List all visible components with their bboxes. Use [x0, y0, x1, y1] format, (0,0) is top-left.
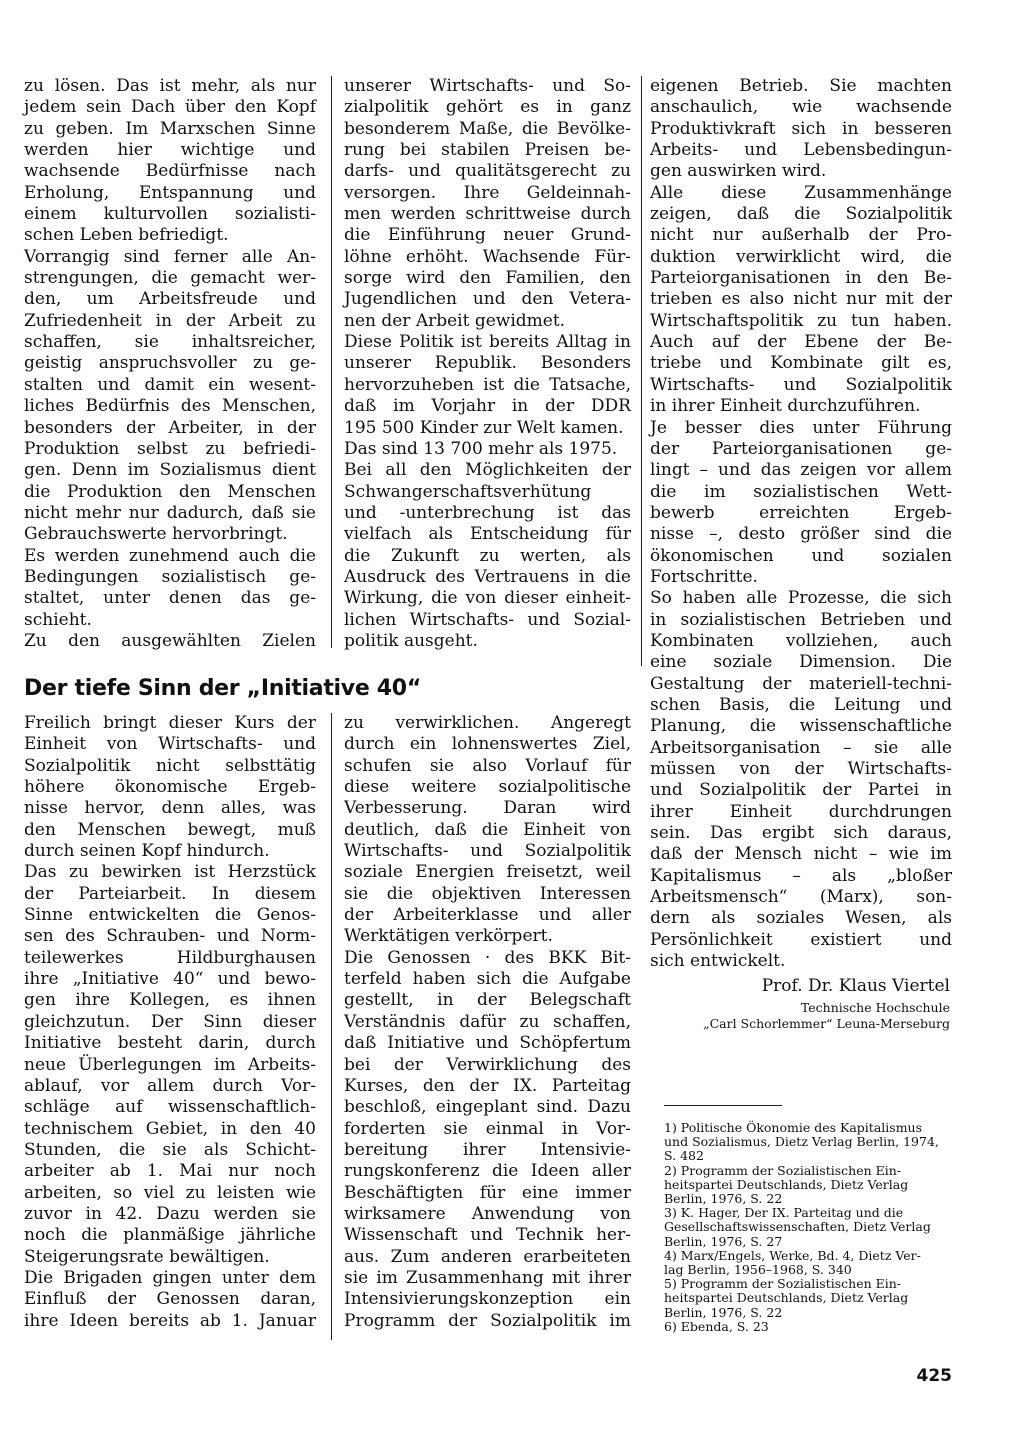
column-1-lower [24, 713, 316, 1332]
text-line: gleichzutun. Der Sinn dieser [24, 1011, 317, 1032]
text-line: gen. Denn im Sozialismus dient [24, 460, 316, 481]
column-divider-3 [331, 713, 332, 1340]
column-1-upper [24, 76, 316, 652]
column-3 [650, 76, 952, 972]
text-line: trieben es also nicht nur mit der [650, 289, 952, 310]
text-line: Kapitalismus – als „bloßer [650, 865, 952, 886]
text-line: Jugendlichen und den Vetera- [344, 289, 632, 310]
text-line: Intensivierungskonzeption ein [344, 1289, 631, 1310]
text-line: daß der Mensch nicht – wie im [650, 844, 952, 865]
text-line: besonderem Maße, die Bevölke- [344, 118, 631, 139]
text-line: nicht mehr nur dadurch, daß sie [24, 502, 316, 523]
text-line: den, um Arbeitsfreude und [24, 289, 316, 310]
text-line: bewerb erreichten Ergeb- [650, 502, 952, 523]
text-line: terfeld haben sich die Aufgabe [344, 969, 631, 990]
text-line: der Arbeiterklasse und aller [344, 905, 631, 926]
text-line: diese weitere sozialpolitische [344, 777, 631, 798]
text-line: men werden schrittweise durch [344, 204, 632, 225]
text-line: Arbeitsmensch“ (Marx), son- [650, 887, 952, 908]
text-line: Wirtschaftspolitik zu tun haben. [650, 310, 952, 331]
text-line: 6) Ebenda, S. 23 [664, 1318, 769, 1334]
text-line: einem kulturvollen sozialisti- [24, 204, 316, 225]
text-line: Das sind 13 700 mehr als 1975. [344, 438, 618, 459]
text-line: Zufriedenheit in der Arbeit zu [24, 310, 316, 331]
text-line: Programm der Sozialpolitik im [344, 1310, 631, 1331]
text-line: darfs- und qualitätsgerecht zu [344, 161, 631, 182]
text-line: schen Leben befriedigt. [24, 225, 229, 246]
text-line: nisse –, desto größer sind die [650, 524, 953, 545]
text-line: 5) Programm der Sozialistischen Ein- [664, 1276, 902, 1292]
text-line: neue Überlegungen im Arbeits- [24, 1054, 316, 1075]
text-line: Wirkung, die von dieser einheit- [344, 588, 632, 609]
text-line: Wirtschafts- und Sozialpolitik [650, 374, 952, 395]
text-line: schufen sie also Vorlauf für [344, 755, 631, 776]
text-line: Arbeits- und Lebensbedingun- [650, 140, 952, 161]
text-line: der Parteiorganisationen ge- [650, 438, 952, 459]
text-line: nicht nur außerhalb der Pro- [650, 225, 952, 246]
text-line: duktion verwirklicht wird, die [650, 246, 952, 267]
text-line: müssen von der Wirtschafts- [650, 759, 953, 779]
text-line: 4) Marx/Engels, Werke, Bd. 4, Dietz Ver- [664, 1247, 921, 1263]
text-line: ablauf, vor allem durch Vor- [24, 1075, 317, 1096]
text-line: Kurses, den der IX. Parteitag [344, 1075, 631, 1096]
text-line: Die Genossen · des BKK Bit- [344, 947, 631, 968]
text-line: Fortschritte. [650, 566, 758, 587]
text-line: Produktivkraft sich in besseren [650, 118, 952, 139]
text-line: Bedingungen sozialistisch ge- [24, 566, 316, 587]
section-headline: Der tiefe Sinn der „Initiative 40“ [24, 676, 421, 701]
text-line: gen auswirken wird. [650, 161, 827, 182]
text-line: nen der Arbeit gewidmet. [344, 310, 566, 331]
text-line: Sozialpolitik nicht selbsttätig [24, 755, 316, 776]
author-affiliation-line-2: „Carl Schorlemmer“ Leuna-Merseburg [703, 1016, 950, 1031]
text-line: Schwangerschaftsverhütung [344, 481, 592, 502]
text-line: Das zu bewirken ist Herzstück [24, 862, 316, 883]
text-line: lingt – und das zeigen vor allem [650, 460, 953, 481]
text-line: zuvor in 42. Dazu werden sie [24, 1203, 316, 1224]
text-line: Planung, die wissenschaftliche [650, 716, 952, 737]
text-line: Zu den ausgewählten Zielen [24, 630, 316, 651]
text-line: schieht. [24, 609, 92, 630]
text-line: Diese Politik ist bereits Alltag in [344, 332, 631, 353]
text-line: ihre „Initiative 40“ und bewo- [24, 969, 317, 990]
text-line: die Zukunft zu werten, als [344, 545, 631, 566]
text-line: Je besser dies unter Führung [650, 417, 952, 438]
text-line: Stunden, die sie als Schicht- [24, 1139, 316, 1160]
text-line: ihrer Einheit durchdrungen [650, 801, 952, 822]
text-line: löhne erhöht. Wachsende Für- [344, 246, 631, 267]
text-line: 195 500 Kinder zur Welt kamen. [344, 417, 624, 438]
text-line: gen ihre Kollegen, es ihnen [24, 990, 316, 1011]
text-line: jedem sein Dach über den Kopf [24, 97, 316, 118]
text-line: ökonomischen und sozialen [650, 545, 952, 566]
text-line: werden hier wichtige und [24, 140, 317, 161]
text-line: in sozialistischen Betrieben und [650, 609, 952, 630]
text-line: ihre Ideen bereits ab 1. Januar [24, 1310, 316, 1331]
text-line: die Einführung neuer Grund- [344, 225, 632, 246]
text-line: eine soziale Dimension. Die [650, 652, 953, 673]
text-line: vielfach als Entscheidung für [344, 524, 631, 545]
text-line: Auch auf der Ebene der Be- [650, 332, 952, 353]
text-line: Vorrangig sind ferner alle An- [24, 246, 316, 267]
text-line: soziale Energien freisetzt, weil [344, 862, 632, 883]
footnote-rule [664, 1105, 782, 1106]
text-line: Einfluß der Genossen daran, [24, 1289, 316, 1310]
text-line: Die Brigaden gingen unter dem [24, 1267, 317, 1288]
text-line: Einheit von Wirtschafts- und [24, 734, 317, 755]
text-line: zu geben. Im Marxschen Sinne [24, 118, 316, 139]
text-line: Initiative besteht darin, durch [24, 1033, 316, 1054]
author-name: Prof. Dr. Klaus Viertel [761, 976, 950, 996]
text-line: 1) Politische Ökonomie des Kapitalismus [664, 1120, 923, 1135]
text-line: Gebrauchswerte hervorbringt. [24, 524, 288, 545]
text-line: schaffen, sie inhaltsreicher, [24, 332, 316, 353]
text-line: Ausdruck des Vertrauens in die [344, 566, 631, 587]
author-affiliation-line-1: Technische Hochschule [800, 1000, 950, 1015]
text-line: Erholung, Entspannung und [24, 182, 316, 203]
column-divider-2 [641, 76, 642, 666]
text-line: arbeiten, so viel zu leisten wie [24, 1182, 317, 1203]
text-line: Berlin, 1976, S. 22 [664, 1304, 783, 1320]
text-line: 3) K. Hager, Der IX. Parteitag und die [664, 1205, 904, 1221]
text-line: Arbeitsorganisation – sie alle [650, 737, 952, 758]
text-line: bei der Verwirklichung des [344, 1054, 631, 1075]
text-line: gestellt, in der Belegschaft [344, 990, 631, 1011]
footnotes [664, 1121, 954, 1334]
text-line: strengungen, die gemacht wer- [24, 268, 316, 289]
text-line: eigenen Betrieb. Sie machten [650, 76, 952, 96]
text-line: anschaulich, wie wachsende [650, 97, 952, 118]
text-line: schläge auf wissenschaftlich- [24, 1097, 316, 1118]
text-line: sorge wird den Familien, den [344, 268, 632, 289]
text-line: Freilich bringt dieser Kurs der [24, 713, 316, 733]
text-line: liches Bedürfnis des Menschen, [24, 396, 317, 417]
text-line: S. 482 [664, 1148, 704, 1164]
text-line: und Sozialpolitik der Partei in [650, 780, 953, 801]
text-line: Wissenschaft und Technik her- [344, 1225, 631, 1246]
text-line: die Produktion den Menschen [24, 481, 316, 502]
text-line: zu lösen. Das ist mehr, als nur [24, 76, 317, 96]
text-line: durch seinen Kopf hindurch. [24, 841, 270, 862]
column-divider-1 [331, 76, 332, 648]
text-line: deutlich, daß die Einheit von [344, 819, 631, 840]
text-line: und Sozialismus, Dietz Verlag Berlin, 1974, [664, 1134, 939, 1150]
text-line: Verbesserung. Daran wird [344, 798, 631, 819]
text-line: lichen Wirtschafts- und Sozial- [344, 609, 631, 630]
text-line: Beschäftigten für eine immer [344, 1182, 631, 1203]
text-line: besonders der Arbeiter, in der [24, 417, 317, 438]
text-line: lag Berlin, 1956–1968, S. 340 [664, 1262, 852, 1278]
text-line: sein. Das ergibt sich daraus, [650, 823, 953, 844]
text-line: stalten und damit ein wesent- [24, 374, 316, 395]
text-line: noch die planmäßige jährliche [24, 1225, 317, 1246]
text-line: schen Basis, die Leitung und [650, 694, 953, 715]
text-line: staltet, unter denen das ge- [24, 588, 316, 609]
text-line: rungskonferenz die Ideen aller [344, 1161, 631, 1182]
text-line: beschloß, eingeplant sind. Dazu [344, 1097, 631, 1118]
text-line: bereitung ihrer Intensivie- [344, 1139, 631, 1160]
text-line: Berlin, 1976, S. 22 [664, 1191, 783, 1207]
text-line: höhere ökonomische Ergeb- [24, 777, 316, 798]
text-line: technischem Gebiet, in den 40 [24, 1118, 316, 1139]
text-line: Verständnis dafür zu schaffen, [344, 1011, 631, 1032]
text-line: sie im Zusammenhang mit ihrer [344, 1267, 631, 1288]
text-line: Parteiorganisationen in den Be- [650, 268, 952, 289]
text-line: Gestaltung der materiell-techni- [650, 673, 952, 694]
text-line: geistig anspruchsvoller zu ge- [24, 353, 317, 374]
text-line: daß im Vorjahr in der DDR [344, 396, 631, 417]
text-line: hervorzuheben ist die Tatsache, [344, 374, 632, 395]
text-line: Berlin, 1976, S. 27 [664, 1233, 783, 1249]
text-line: wachsende Bedürfnisse nach [24, 161, 316, 182]
text-line: sen des Schrauben- und Norm- [24, 926, 317, 947]
text-line: zeigen, daß die Sozialpolitik [650, 204, 953, 225]
column-2-lower [344, 713, 631, 1332]
text-line: So haben alle Prozesse, die sich [650, 588, 952, 609]
text-line: rung bei stabilen Preisen be- [344, 140, 632, 161]
text-line: unserer Wirtschafts- und So- [344, 76, 631, 96]
text-line: forderten sie einmal in Vor- [344, 1118, 631, 1139]
text-line: heitspartei Deutschlands, Dietz Verlag [664, 1176, 909, 1192]
text-line: Sinne entwickelten die Genos- [24, 905, 317, 926]
text-line: durch ein lohnenswertes Ziel, [344, 734, 631, 755]
text-line: Bei all den Möglichkeiten der [344, 460, 632, 481]
text-line: in ihrer Einheit durchzuführen. [650, 396, 921, 417]
column-2-upper [344, 76, 631, 652]
text-line: teilewerkes Hildburghausen [24, 947, 316, 968]
text-line: versorgen. Ihre Geldeinnah- [344, 182, 631, 203]
text-line: arbeiter ab 1. Mai nur noch [24, 1161, 316, 1182]
text-line: zialpolitik gehört es in ganz [344, 97, 631, 118]
text-line: der Parteiarbeit. In diesem [24, 883, 317, 904]
text-line: Werktätigen verkörpert. [344, 926, 553, 947]
text-line: aus. Zum anderen erarbeiteten [344, 1246, 631, 1267]
text-line: Kombinaten vollziehen, auch [650, 630, 952, 651]
text-line: Wirtschafts- und Sozialpolitik [344, 841, 631, 862]
text-line: triebe und Kombinate gilt es, [650, 353, 952, 374]
text-line: 2) Programm der Sozialistischen Ein- [664, 1162, 902, 1178]
text-line: zu verwirklichen. Angeregt [344, 713, 632, 733]
text-line: Persönlichkeit existiert und [650, 929, 952, 950]
text-line: Es werden zunehmend auch die [24, 545, 316, 566]
text-line: Alle diese Zusammenhänge [650, 182, 952, 203]
text-line: den Menschen bewegt, muß [24, 819, 316, 840]
text-line: die im sozialistischen Wett- [650, 481, 952, 502]
text-line: dern als soziales Wesen, als [650, 908, 952, 929]
text-line: Gesellschaftswissenschaften, Dietz Verlag [664, 1219, 931, 1235]
text-line: heitspartei Deutschlands, Dietz Verlag [664, 1290, 909, 1306]
text-line: politik ausgeht. [344, 630, 478, 651]
text-line: nisse hervor, denn alles, was [24, 798, 316, 819]
text-line: Produktion selbst zu befriedi- [24, 438, 316, 459]
page-number: 425 [916, 1366, 952, 1386]
text-line: unserer Republik. Besonders [344, 353, 631, 374]
text-line: sich entwickelt. [650, 951, 786, 972]
text-line: Steigerungsrate bewältigen. [24, 1246, 270, 1267]
text-line: wirksamere Anwendung von [344, 1203, 632, 1224]
text-line: und -unterbrechung ist das [344, 502, 631, 523]
text-line: daß Initiative und Schöpfertum [344, 1033, 632, 1054]
text-line: sie die objektiven Interessen [344, 883, 631, 904]
